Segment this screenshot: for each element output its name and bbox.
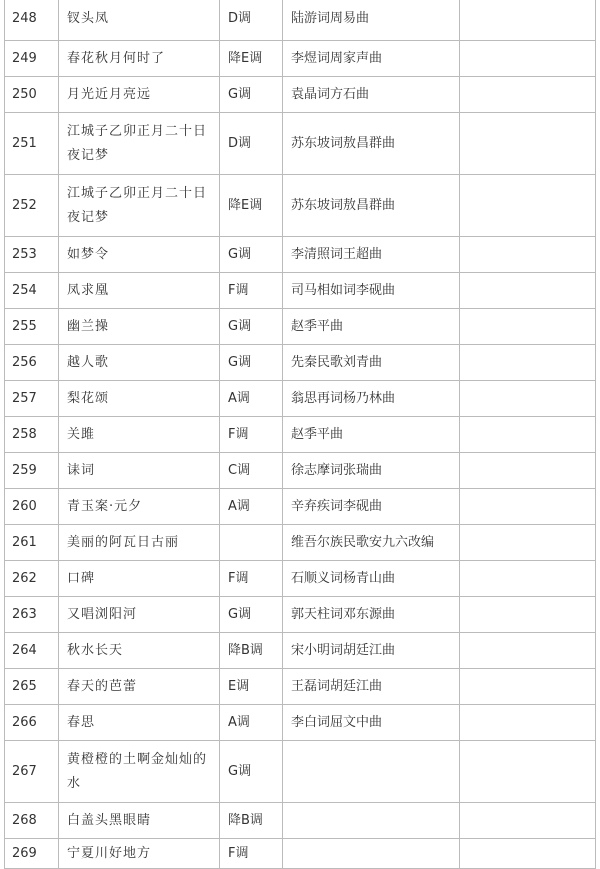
song-note xyxy=(460,705,596,741)
row-number: 265 xyxy=(5,669,59,705)
song-title: 春天的芭蕾 xyxy=(59,669,220,705)
song-title: 春思 xyxy=(59,705,220,741)
row-number: 250 xyxy=(5,77,59,113)
song-note xyxy=(460,381,596,417)
song-title: 口碑 xyxy=(59,561,220,597)
table-row xyxy=(5,77,596,113)
song-credit: 李煜词周家声曲 xyxy=(283,41,460,77)
song-note xyxy=(460,237,596,273)
row-number: 258 xyxy=(5,417,59,453)
song-credit: 石顺义词杨青山曲 xyxy=(283,561,460,597)
song-title: 黄橙橙的土啊金灿灿的水 xyxy=(59,741,220,803)
song-key xyxy=(220,525,283,561)
song-title: 青玉案·元夕 xyxy=(59,489,220,525)
table-row xyxy=(5,705,596,741)
table-row xyxy=(5,453,596,489)
song-title: 江城子乙卯正月二十日夜记梦 xyxy=(59,175,220,237)
song-key: D调 xyxy=(220,0,283,41)
table-row xyxy=(5,803,596,839)
song-note xyxy=(460,175,596,237)
song-credit: 郭天柱词邓东源曲 xyxy=(283,597,460,633)
row-number: 251 xyxy=(5,113,59,175)
song-note xyxy=(460,741,596,803)
song-credit: 维吾尔族民歌安九六改编 xyxy=(283,525,460,561)
row-number: 254 xyxy=(5,273,59,309)
song-credit: 宋小明词胡廷江曲 xyxy=(283,633,460,669)
song-note xyxy=(460,309,596,345)
table-row xyxy=(5,741,596,803)
song-key: F调 xyxy=(220,273,283,309)
song-key: G调 xyxy=(220,77,283,113)
song-key: G调 xyxy=(220,597,283,633)
song-key: F调 xyxy=(220,561,283,597)
song-key: G调 xyxy=(220,237,283,273)
song-credit: 赵季平曲 xyxy=(283,309,460,345)
song-credit: 陆游词周易曲 xyxy=(283,0,460,41)
row-number: 248 xyxy=(5,0,59,41)
song-title: 关雎 xyxy=(59,417,220,453)
song-key: D调 xyxy=(220,113,283,175)
song-note xyxy=(460,489,596,525)
table-row xyxy=(5,597,596,633)
song-key: E调 xyxy=(220,669,283,705)
song-title: 如梦令 xyxy=(59,237,220,273)
song-title: 江城子乙卯正月二十日夜记梦 xyxy=(59,113,220,175)
table-row xyxy=(5,0,596,41)
table-row xyxy=(5,237,596,273)
row-number: 263 xyxy=(5,597,59,633)
song-note xyxy=(460,633,596,669)
table-row xyxy=(5,417,596,453)
song-credit: 王磊词胡廷江曲 xyxy=(283,669,460,705)
song-key: A调 xyxy=(220,381,283,417)
table-row xyxy=(5,839,596,869)
song-title: 幽兰操 xyxy=(59,309,220,345)
song-credit: 袁晶词方石曲 xyxy=(283,77,460,113)
song-note xyxy=(460,41,596,77)
row-number: 262 xyxy=(5,561,59,597)
song-title: 又唱浏阳河 xyxy=(59,597,220,633)
table-row xyxy=(5,113,596,175)
song-key: F调 xyxy=(220,417,283,453)
song-note xyxy=(460,113,596,175)
song-title: 凤求凰 xyxy=(59,273,220,309)
song-note xyxy=(460,0,596,41)
song-title: 月光近月亮远 xyxy=(59,77,220,113)
row-number: 260 xyxy=(5,489,59,525)
table-row xyxy=(5,41,596,77)
song-note xyxy=(460,561,596,597)
song-key: F调 xyxy=(220,839,283,869)
song-note xyxy=(460,77,596,113)
song-note xyxy=(460,345,596,381)
song-credit: 李白词屈文中曲 xyxy=(283,705,460,741)
table-row xyxy=(5,561,596,597)
table-row xyxy=(5,273,596,309)
song-credit: 辛弃疾词李砚曲 xyxy=(283,489,460,525)
row-number: 266 xyxy=(5,705,59,741)
row-number: 252 xyxy=(5,175,59,237)
song-note xyxy=(460,803,596,839)
song-table xyxy=(4,0,596,869)
song-title: 秋水长天 xyxy=(59,633,220,669)
song-credit: 司马相如词李砚曲 xyxy=(283,273,460,309)
song-credit: 先秦民歌刘青曲 xyxy=(283,345,460,381)
table-row xyxy=(5,489,596,525)
song-table-body xyxy=(5,0,596,869)
row-number: 261 xyxy=(5,525,59,561)
table-row xyxy=(5,345,596,381)
table-row xyxy=(5,525,596,561)
song-credit: 赵季平曲 xyxy=(283,417,460,453)
song-note xyxy=(460,273,596,309)
row-number: 257 xyxy=(5,381,59,417)
song-note xyxy=(460,597,596,633)
song-credit: 徐志摩词张瑞曲 xyxy=(283,453,460,489)
song-key: 降E调 xyxy=(220,175,283,237)
song-key: G调 xyxy=(220,309,283,345)
row-number: 253 xyxy=(5,237,59,273)
song-credit: 李清照词王超曲 xyxy=(283,237,460,273)
song-credit: 翁思再词杨乃林曲 xyxy=(283,381,460,417)
song-credit xyxy=(283,839,460,869)
song-title: 春花秋月何时了 xyxy=(59,41,220,77)
song-key: 降E调 xyxy=(220,41,283,77)
row-number: 259 xyxy=(5,453,59,489)
song-title: 诔词 xyxy=(59,453,220,489)
row-number: 256 xyxy=(5,345,59,381)
row-number: 249 xyxy=(5,41,59,77)
song-key: G调 xyxy=(220,345,283,381)
row-number: 255 xyxy=(5,309,59,345)
song-credit xyxy=(283,803,460,839)
song-note xyxy=(460,669,596,705)
table-row xyxy=(5,175,596,237)
song-title: 钗头凤 xyxy=(59,0,220,41)
song-credit xyxy=(283,741,460,803)
row-number: 269 xyxy=(5,839,59,869)
song-key: A调 xyxy=(220,705,283,741)
row-number: 267 xyxy=(5,741,59,803)
song-key: 降B调 xyxy=(220,803,283,839)
song-credit: 苏东坡词敖昌群曲 xyxy=(283,175,460,237)
song-title: 美丽的阿瓦日古丽 xyxy=(59,525,220,561)
song-key: C调 xyxy=(220,453,283,489)
table-row xyxy=(5,669,596,705)
song-title: 宁夏川好地方 xyxy=(59,839,220,869)
song-key: 降B调 xyxy=(220,633,283,669)
song-key: G调 xyxy=(220,741,283,803)
row-number: 264 xyxy=(5,633,59,669)
song-title: 梨花颂 xyxy=(59,381,220,417)
song-note xyxy=(460,453,596,489)
song-title: 白盖头黑眼睛 xyxy=(59,803,220,839)
table-row xyxy=(5,381,596,417)
song-note xyxy=(460,525,596,561)
song-note xyxy=(460,839,596,869)
song-note xyxy=(460,417,596,453)
song-title: 越人歌 xyxy=(59,345,220,381)
song-credit: 苏东坡词敖昌群曲 xyxy=(283,113,460,175)
table-row xyxy=(5,633,596,669)
row-number: 268 xyxy=(5,803,59,839)
table-row xyxy=(5,309,596,345)
song-key: A调 xyxy=(220,489,283,525)
